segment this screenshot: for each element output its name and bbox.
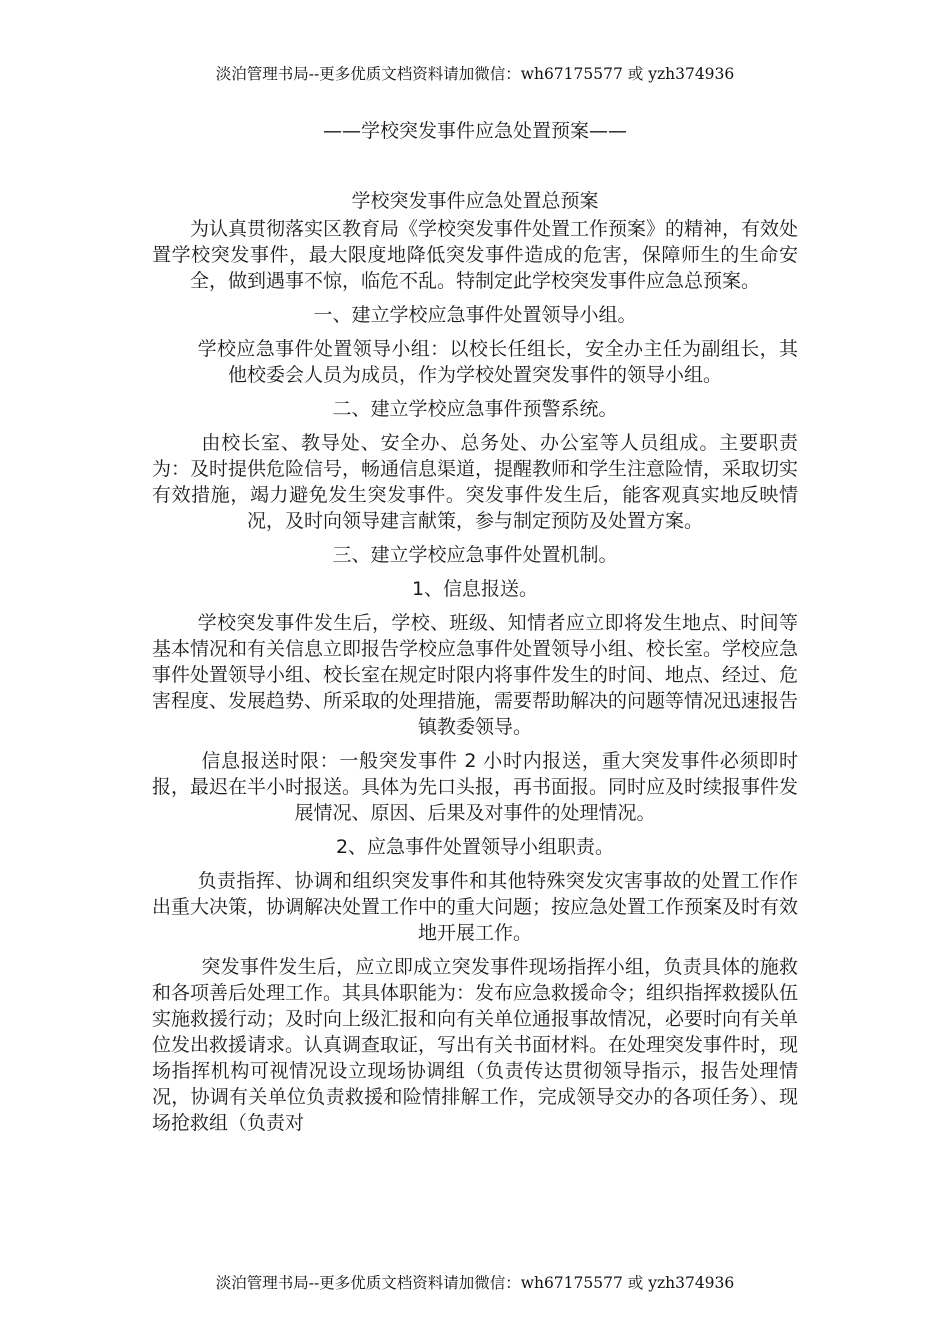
section-3-heading: 三、建立学校应急事件处置机制。 [332,544,618,566]
section-1-paragraph: 学校应急事件处置领导小组：以校长任组长，安全办主任为副组长，其他校委会人员为成员，作为学校处置突发事件的领导小组。 [197,338,798,386]
document-title: ——学校突发事件应急处置预案—— [322,120,627,142]
subsection-1-paragraph-2: 信息报送时限：一般突发事件 2 小时内报送，重大突发事件必须即时报，最迟在半小时报送。具体为先口头报，再书面报。同时应及时续报事件发展情况、原因、后果及对事件的处理情况。 [152,750,799,824]
section-2-heading: 二、建立学校应急事件预警系统。 [332,398,618,420]
document-body [152,118,798,1136]
subsection-2-paragraph-1: 负责指挥、协调和组织突发事件和其他特殊突发灾害事故的处置工作作出重大决策，协调解决处置工作中的重大问题；按应急处置工作预案及时有效地开展工作。 [152,870,799,944]
page-header: 淡泊管理书局--更多优质文档资料请加微信：wh67175577 或 yzh374936 [215,65,735,83]
document-subtitle: 学校突发事件应急处置总预案 [351,190,599,212]
subsection-1-heading: 1、信息报送。 [411,578,539,600]
section-2-paragraph: 由校长室、教导处、安全办、总务处、办公室等人员组成。主要职责为：及时提供危险信号，畅通信息渠道，提醒教师和学生注意险情，采取切实有效措施，竭力避免发生突发事件。突发事件发生后，能客观真实地反映情况，及时向领导建言献策，参与制定预防及处置方案。 [152,432,799,532]
subsection-2-paragraph-2: 突发事件发生后，应立即成立突发事件现场指挥小组，负责具体的施救和各项善后处理工作。其具体职能为：发布应急救援命令；组织指挥救援队伍实施救援行动；及时向上级汇报和向有关单位通报事故情况，必要时向有关单位发出救援请求。认真调查取证，写出有关书面材料。在处理突发事件时，现场指挥机构可视情况设立现场协调组（负责传达贯彻领导指示，报告处理情况，协调有关单位负责救援和险情排解工作，完成领导交办的各项任务）、现场抢救组（负责对 [152,956,799,1134]
subsection-2-heading: 2、应急事件处置领导小组职责。 [335,836,615,858]
section-1-heading: 一、建立学校应急事件处置领导小组。 [313,304,637,326]
subsection-1-paragraph-1: 学校突发事件发生后，学校、班级、知情者应立即将发生地点、时间等基本情况和有关信息立即报告学校应急事件处置领导小组、校长室。学校应急事件处置领导小组、校长室在规定时限内将事件发生的时间、地点、经过、危害程度、发展趋势、所采取的处理措施，需要帮助解决的问题等情况迅速报告镇教委领导。 [152,612,799,738]
intro-paragraph: 为认真贯彻落实区教育局《学校突发事件处置工作预案》的精神，有效处置学校突发事件，最大限度地降低突发事件造成的危害，保障师生的生命安全，做到遇事不惊，临危不乱。特制定此学校突发事件应急总预案。 [152,218,799,292]
page-footer: 淡泊管理书局--更多优质文档资料请加微信：wh67175577 或 yzh374936 [215,1274,735,1292]
